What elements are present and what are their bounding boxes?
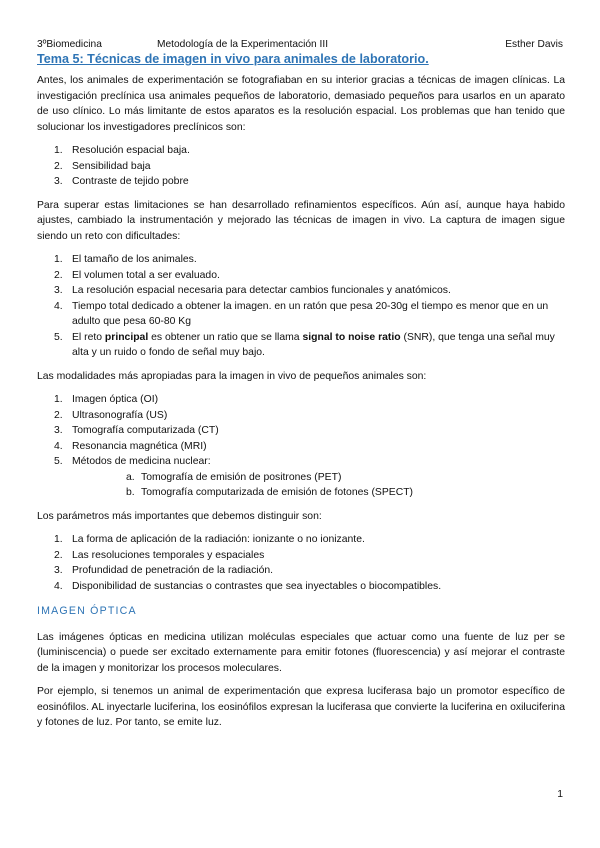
document-body — [37, 73, 565, 739]
problems-list — [37, 143, 565, 190]
list-item: 2. El volumen total a ser evaluado. — [54, 269, 220, 281]
parameters-intro: Los parámetros más importantes que debemos distinguir son: — [37, 510, 322, 522]
page-number: 1 — [557, 789, 563, 800]
list-item: 1. Resolución espacial baja. — [54, 145, 190, 156]
list-item: 3. Tomografía computarizada (CT) — [54, 425, 219, 436]
list-item: 1. El tamaño de los animales. — [54, 254, 197, 265]
intro-paragraph: Antes, los animales de experimentación se fotografiaban en su interior gracias a técnicas de imagen clínicas. La investigación preclínica usa animales pequeños de laboratorio, demasiado pequeños para usarlos en un aparato de uso clínico. Lo más limitante de estos aparatos es la resolución espacial. Los problemas que han tenido que solucionar los investigadores preclínicos son: — [37, 75, 565, 133]
list-item: 4. Resonancia magnética (MRI) — [54, 440, 207, 452]
header-subject: Metodología de la Experimentación III — [157, 39, 329, 50]
page-header — [37, 37, 563, 52]
limits-paragraph: Para superar estas limitaciones se han desarrollado refinamientos específicos. Aún así, aunque haya habido ajustes, cambiado la instrumentación y mejorado las técnicas de imagen in vivo. La captura de imagen sigue siendo un reto con dificultades: — [37, 199, 565, 242]
list-item: b. Tomografía computarizada de emisión de fotones (SPECT) — [126, 487, 414, 498]
list-item: 2. Las resoluciones temporales y espaciales — [54, 549, 265, 561]
list-item: 2. Ultrasonografía (US) — [54, 409, 168, 421]
optical-paragraph-1: Las imágenes ópticas en medicina utilizan moléculas especiales que actuar como una fuente de luz per se (luminiscencia) o puede ser excitado externamente para emitir fotones (fluorescencia) y así mejorar el contraste de la imagen y monitorizar los procesos moleculares. — [37, 631, 565, 674]
page-title: Tema 5: Técnicas de imagen in vivo para animales de laboratorio. — [37, 52, 429, 66]
header-author: Esther Davis — [505, 39, 563, 50]
list-item: 4. Disponibilidad de sustancias o contrastes que sea inyectables o biocompatibles. — [54, 580, 442, 592]
list-item: 4. Tiempo total dedicado a obtener la imagen. en un ratón que pesa 20-30g el tiempo es menor que en un adulto que pesa 60-80 Kg — [54, 300, 549, 327]
list-item: 2. Sensibilidad baja — [54, 160, 151, 172]
snr-list-item: 5. El reto principal es obtener un ratio que se llama signal to noise ratio (SNR), que tenga una señal muy alta y un ruido o fondo de señal muy bajo. — [54, 331, 555, 358]
optical-paragraph-2: Por ejemplo, si tenemos un animal de experimentación que expresa luciferasa bajo un promotor específico de eosinófilos. AL inyectarle luciferina, los eosinófilos expresan la luciferasa que convierte la luciferina en oxiluciferina y fotones de luz. Por tanto, se emite luz. — [37, 686, 565, 728]
list-item: a. Tomografía de emisión de positrones (PET) — [126, 471, 342, 483]
list-item: 5. Métodos de medicina nuclear: a. Tomografía de emisión de positrones (PET) b. Tomografía computarizada de emisión de fotones (SPECT) — [37, 454, 565, 501]
list-item: 3. Profundidad de penetración de la radiación. — [54, 565, 274, 576]
list-item: 1. La forma de aplicación de la radiación: ionizante o no ionizante. — [54, 534, 365, 545]
difficulties-list — [37, 252, 565, 361]
list-item: 3. Contraste de tejido pobre — [54, 176, 189, 187]
nuclear-methods-list — [72, 470, 565, 501]
header-course: 3ºBiomedicina — [37, 39, 102, 50]
list-item: 1. Imagen óptica (OI) — [54, 394, 159, 405]
modalities-intro: Las modalidades más apropiadas para la imagen in vivo de pequeños animales son: — [37, 370, 427, 382]
parameters-list — [37, 532, 565, 594]
section-heading-optical: IMAGEN ÓPTICA — [37, 605, 137, 617]
modalities-list — [37, 392, 565, 501]
list-item: 3. La resolución espacial necesaria para detectar cambios funcionales y anatómicos. — [54, 285, 451, 296]
